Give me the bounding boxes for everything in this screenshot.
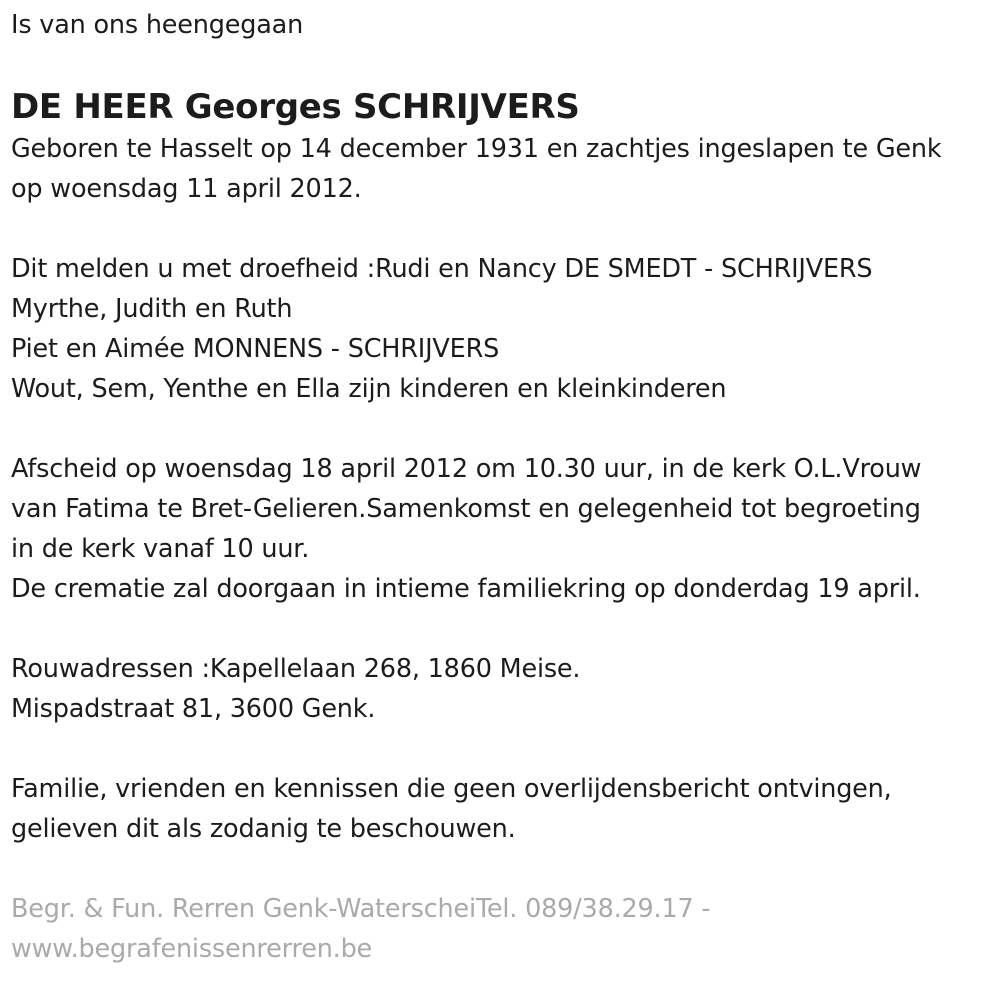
address-line: Rouwadressen :Kapellelaan 268, 1860 Meise. <box>11 654 581 684</box>
ceremony-line: De crematie zal doorgaan in intieme familiekring op donderdag 19 april. <box>11 574 921 604</box>
family-paragraph <box>11 249 991 409</box>
family-line: Piet en Aimée MONNENS - SCHRIJVERS <box>11 334 500 364</box>
paragraph-gap <box>11 729 991 769</box>
ceremony-line: in de kerk vanaf 10 uur. <box>11 534 310 564</box>
birth-line: Geboren te Hasselt op 14 december 1931 en zachtjes ingeslapen te Genk <box>11 134 942 164</box>
funeral-home-website: www.begrafenissenrerren.be <box>11 934 373 964</box>
ceremony-line: Afscheid op woensdag 18 april 2012 om 10.30 uur, in de kerk O.L.Vrouw <box>11 454 922 484</box>
birth-paragraph <box>11 129 991 209</box>
birth-line: op woensdag 11 april 2012. <box>11 174 362 204</box>
closing-line: Familie, vrienden en kennissen die geen overlijdensbericht ontvingen, <box>11 774 892 804</box>
funeral-home-footer <box>11 889 991 969</box>
funeral-home-contact: Begr. & Fun. Rerren Genk-WaterscheiTel. 089/38.29.17 - <box>11 894 711 924</box>
deceased-name: DE HEER Georges SCHRIJVERS <box>11 87 580 127</box>
address-line: Mispadstraat 81, 3600 Genk. <box>11 694 376 724</box>
ceremony-paragraph <box>11 449 991 609</box>
death-notice <box>11 0 991 969</box>
paragraph-gap <box>11 209 991 249</box>
family-line: Wout, Sem, Yenthe en Ella zijn kinderen en kleinkinderen <box>11 374 727 404</box>
family-line: Dit melden u met droefheid :Rudi en Nancy DE SMEDT - SCHRIJVERS <box>11 254 873 284</box>
closing-paragraph <box>11 769 991 849</box>
addresses-paragraph <box>11 649 991 729</box>
ceremony-line: van Fatima te Bret-Gelieren.Samenkomst en gelegenheid tot begroeting <box>11 494 921 524</box>
paragraph-gap <box>11 609 991 649</box>
intro-text: Is van ons heengegaan <box>11 10 304 40</box>
family-line: Myrthe, Judith en Ruth <box>11 294 293 324</box>
paragraph-gap <box>11 409 991 449</box>
paragraph-gap <box>11 849 991 889</box>
closing-line: gelieven dit als zodanig te beschouwen. <box>11 814 516 844</box>
